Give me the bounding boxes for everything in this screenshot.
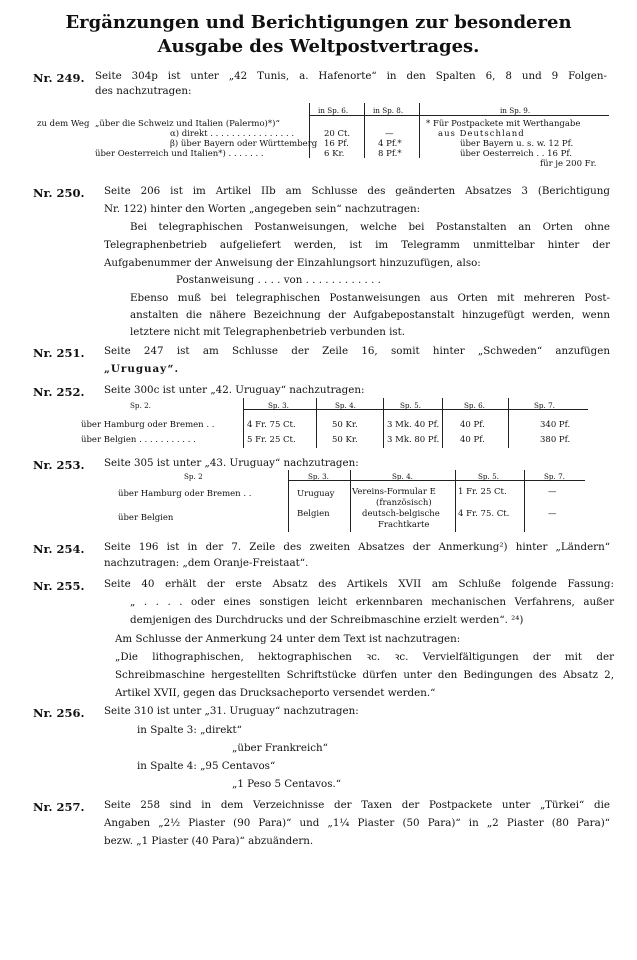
table-249-row1-sp9b: aus Deutschland (438, 129, 525, 139)
table-252-header-sp2: Sp. 2. (130, 401, 151, 410)
table-252-row2-sp7: 380 Pf. (540, 435, 571, 445)
table-253-rule-2 (350, 470, 351, 532)
table-252-header-sp6: Sp. 6. (464, 401, 485, 410)
table-252-row1-sp4: 50 Kr. (332, 420, 358, 430)
entry-255-line-5: „Die lithographischen, hektographischen ꝛc. ꝛc. Vervielfältigungen der mit der (115, 651, 614, 663)
entry-251-line-1: Seite 247 ist am Schlusse der Zeile 16, somit hinter „Schweden“ anzufügen (104, 345, 610, 357)
entry-250-line-8: anstalten die nähere Bezeichnung der Aufgabepostanstalt hinzugefügt werden, wenn (130, 309, 610, 321)
table-252-header-sp4: Sp. 4. (335, 401, 356, 410)
entry-250-line-4: Telegraphenbetrieb aufgeliefert werden, ist im Telegramm unmittelbar hinter der (104, 239, 610, 251)
table-249-row1-label-a: zu dem Weg (37, 119, 90, 129)
table-252-row2-sp4: 50 Kr. (332, 435, 358, 445)
table-252-row1-sp7: 340 Pf. (540, 420, 571, 430)
table-249-row3-sp8: 4 Pf.* (378, 139, 402, 149)
table-249-row5-sp9: für je 200 Fr. (540, 159, 597, 169)
table-249-row3-sp6: 16 Pf. (324, 139, 349, 149)
table-249-row3-sp9: über Bayern u. s. w. 12 Pf. (460, 139, 574, 149)
table-253-row1-sp5: 1 Fr. 25 Ct. (458, 487, 507, 497)
entry-255-line-4: Am Schlusse der Anmerkung 24 unter dem Text ist nachzutragen: (115, 633, 461, 645)
table-253-row2-sp4: (französisch) (376, 498, 432, 508)
table-249-rule-3 (419, 103, 420, 158)
table-252-rule-5 (508, 398, 509, 448)
page-title-line-2: Ausgabe des Weltpostvertrages. (157, 36, 480, 57)
entry-252-line-1: Seite 300c ist unter „42. Uruguay“ nachzutragen: (104, 384, 365, 396)
table-249-row4-sp6: 6 Kr. (324, 149, 345, 159)
table-252-row2-sp5: 3 Mk. 80 Pf. (387, 435, 440, 445)
entry-257-line-2: Angaben „2½ Piaster (90 Para)“ und „1¼ Piaster (50 Para)“ in „2 Piaster (80 Para)“ (104, 817, 610, 829)
entry-255-line-2: „ . . . . oder eines sonstigen leicht erkennbaren mechanischen Verfahrens, außer (130, 596, 614, 608)
entry-254-line-2: nachzutragen: „dem Oranje-Freistaat“. (104, 557, 309, 569)
table-253-row3-sp2: über Belgien (118, 513, 174, 523)
table-249-row4-sp8: 8 Pf.* (378, 149, 402, 159)
entry-256-line-5: „1 Peso 5 Centavos.“ (232, 778, 342, 790)
entry-250-line-2: Nr. 122) hinter den Worten „angegeben sein“ nachzutragen: (104, 203, 421, 215)
table-249-row2-sp6: 20 Ct. (324, 129, 351, 139)
entry-257-line-1: Seite 258 sind in dem Verzeichnisse der Taxen der Postpackete unter „Türkei“ die (104, 799, 610, 811)
table-253-header-rule (288, 480, 585, 481)
table-253-row1-sp3: Uruguay (297, 489, 335, 499)
entry-249-line-1: Seite 304p ist unter „42 Tunis, a. Hafenorte“ in den Spalten 6, 8 und 9 Folgen- (95, 70, 607, 82)
table-252-header-sp5: Sp. 5. (400, 401, 421, 410)
table-249-header-sp8: in Sp. 8. (373, 106, 404, 115)
entry-250-line-5: Aufgabenummer der Anweisung der Einzahlungsort hinzuzufügen, also: (104, 257, 481, 269)
table-253-row1-sp7: — (548, 487, 557, 497)
table-252-rule-4 (442, 398, 443, 448)
entry-250-line-3: Bei telegraphischen Postanweisungen, welche bei Postanstalten an Orten ohne (130, 221, 610, 233)
entry-250-line-9: letztere nicht mit Telegraphenbetrieb verbunden ist. (130, 326, 406, 338)
table-252-row2-sp2: über Belgien . . . . . . . . . . . (81, 435, 196, 445)
table-249-header-rule (309, 115, 609, 116)
entry-number-256: Nr. 256. (33, 706, 85, 720)
entry-249-line-2: des nachzutragen: (95, 85, 192, 97)
entry-255-line-1: Seite 40 erhält der erste Absatz des Artikels XVII am Schluße folgende Fassung: (104, 578, 614, 590)
entry-number-252: Nr. 252. (33, 385, 85, 399)
table-249-row4-label: über Oesterreich und Italien*) . . . . . . . (95, 149, 264, 159)
table-253-row3-sp3: Belgien (297, 509, 330, 519)
entry-256-line-3: „über Frankreich“ (232, 742, 328, 754)
entry-number-253: Nr. 253. (33, 458, 85, 472)
entry-number-250: Nr. 250. (33, 186, 85, 200)
table-253-rule-3 (455, 470, 456, 532)
entry-number-257: Nr. 257. (33, 800, 85, 814)
table-252-row1-sp2: über Hamburg oder Bremen . . (81, 420, 215, 430)
entry-253-line-1: Seite 305 ist unter „43. Uruguay“ nachzutragen: (104, 457, 359, 469)
table-253-row3-sp5: 4 Fr. 75. Ct. (458, 509, 510, 519)
table-249-row1-sp9a: * Für Postpackete mit Werthangabe (426, 119, 581, 129)
table-253-header-sp2: Sp. 2 (184, 472, 203, 481)
page-title-line-1: Ergänzungen und Berichtigungen zur besonderen (65, 12, 572, 33)
table-249-row2-label: α) direkt . . . . . . . . . . . . . . . . (170, 129, 295, 139)
entry-250-line-6: Postanweisung . . . . von . . . . . . . . . . . . (176, 274, 381, 286)
entry-256-line-4: in Spalte 4: „95 Centavos“ (137, 760, 276, 772)
table-253-rule-1 (288, 470, 289, 532)
table-252-header-sp3: Sp. 3. (268, 401, 289, 410)
table-249-row3-label: β) über Bayern oder Württemberg (170, 139, 318, 149)
entry-256-line-1: Seite 310 ist unter „31. Uruguay“ nachzutragen: (104, 705, 359, 717)
table-253-row4-sp4: Frachtkarte (378, 520, 430, 530)
table-252-rule-2 (316, 398, 317, 448)
entry-257-line-3: bezw. „1 Piaster (40 Para)“ abzuändern. (104, 835, 314, 847)
table-253-row1-sp4: Vereins-Formular E (352, 487, 436, 497)
table-253-row3-sp4: deutsch-belgische (362, 509, 440, 519)
entry-255-line-3: demjenigen des Durchdrucks und der Schreibmaschine erzielt werden“. ²⁴) (130, 614, 524, 626)
table-249-header-sp6: in Sp. 6. (318, 106, 349, 115)
table-249-header-sp9: in Sp. 9. (500, 106, 531, 115)
table-253-header-sp4: Sp. 4. (392, 472, 413, 481)
table-253-header-sp5: Sp. 5. (478, 472, 499, 481)
table-252-row2-sp6: 40 Pf. (460, 435, 485, 445)
entry-255-line-6: Schreibmaschine hergestellten Schriftstücke dürfen unter den Bedingungen des Absatz 2, (115, 669, 614, 681)
table-253-rule-4 (524, 470, 525, 532)
entry-250-line-1: Seite 206 ist im Artikel IIb am Schlusse des geänderten Absatzes 3 (Berichtigung (104, 185, 610, 197)
table-249-row4-sp9: über Oesterreich . . 16 Pf. (460, 149, 572, 159)
table-252-rule-1 (243, 398, 244, 448)
entry-number-254: Nr. 254. (33, 542, 85, 556)
table-252-row1-sp3: 4 Fr. 75 Ct. (247, 420, 296, 430)
table-249-row2-sp8: — (385, 129, 394, 139)
entry-255-line-7: Artikel XVII, gegen das Drucksacheporto versendet werden.“ (115, 687, 436, 699)
table-253-header-sp7: Sp. 7. (544, 472, 565, 481)
entry-number-255: Nr. 255. (33, 579, 85, 593)
table-249-row1-label-b: „über die Schweiz und Italien (Palermo)*)“ (95, 119, 280, 129)
table-249-rule-2 (364, 103, 365, 158)
table-252-row1-sp5: 3 Mk. 40 Pf. (387, 420, 440, 430)
table-253-row1-sp2: über Hamburg oder Bremen . . (118, 489, 252, 499)
table-252-rule-3 (383, 398, 384, 448)
table-252-header-sp7: Sp. 7. (534, 401, 555, 410)
entry-250-line-7: Ebenso muß bei telegraphischen Postanweisungen aus Orten mit mehreren Post- (130, 292, 610, 304)
table-253-header-sp3: Sp. 3. (308, 472, 329, 481)
entry-number-249: Nr. 249. (33, 71, 85, 85)
table-252-row1-sp6: 40 Pf. (460, 420, 485, 430)
entry-number-251: Nr. 251. (33, 346, 85, 360)
table-253-row3-sp7: — (548, 509, 557, 519)
table-252-row2-sp3: 5 Fr. 25 Ct. (247, 435, 296, 445)
entry-254-line-1: Seite 196 ist in der 7. Zeile des zweiten Absatzes der Anmerkung²) hinter „Ländern“ (104, 541, 610, 553)
entry-251-line-2: „Uruguay“. (104, 363, 180, 375)
entry-256-line-2: in Spalte 3: „direkt“ (137, 724, 242, 736)
